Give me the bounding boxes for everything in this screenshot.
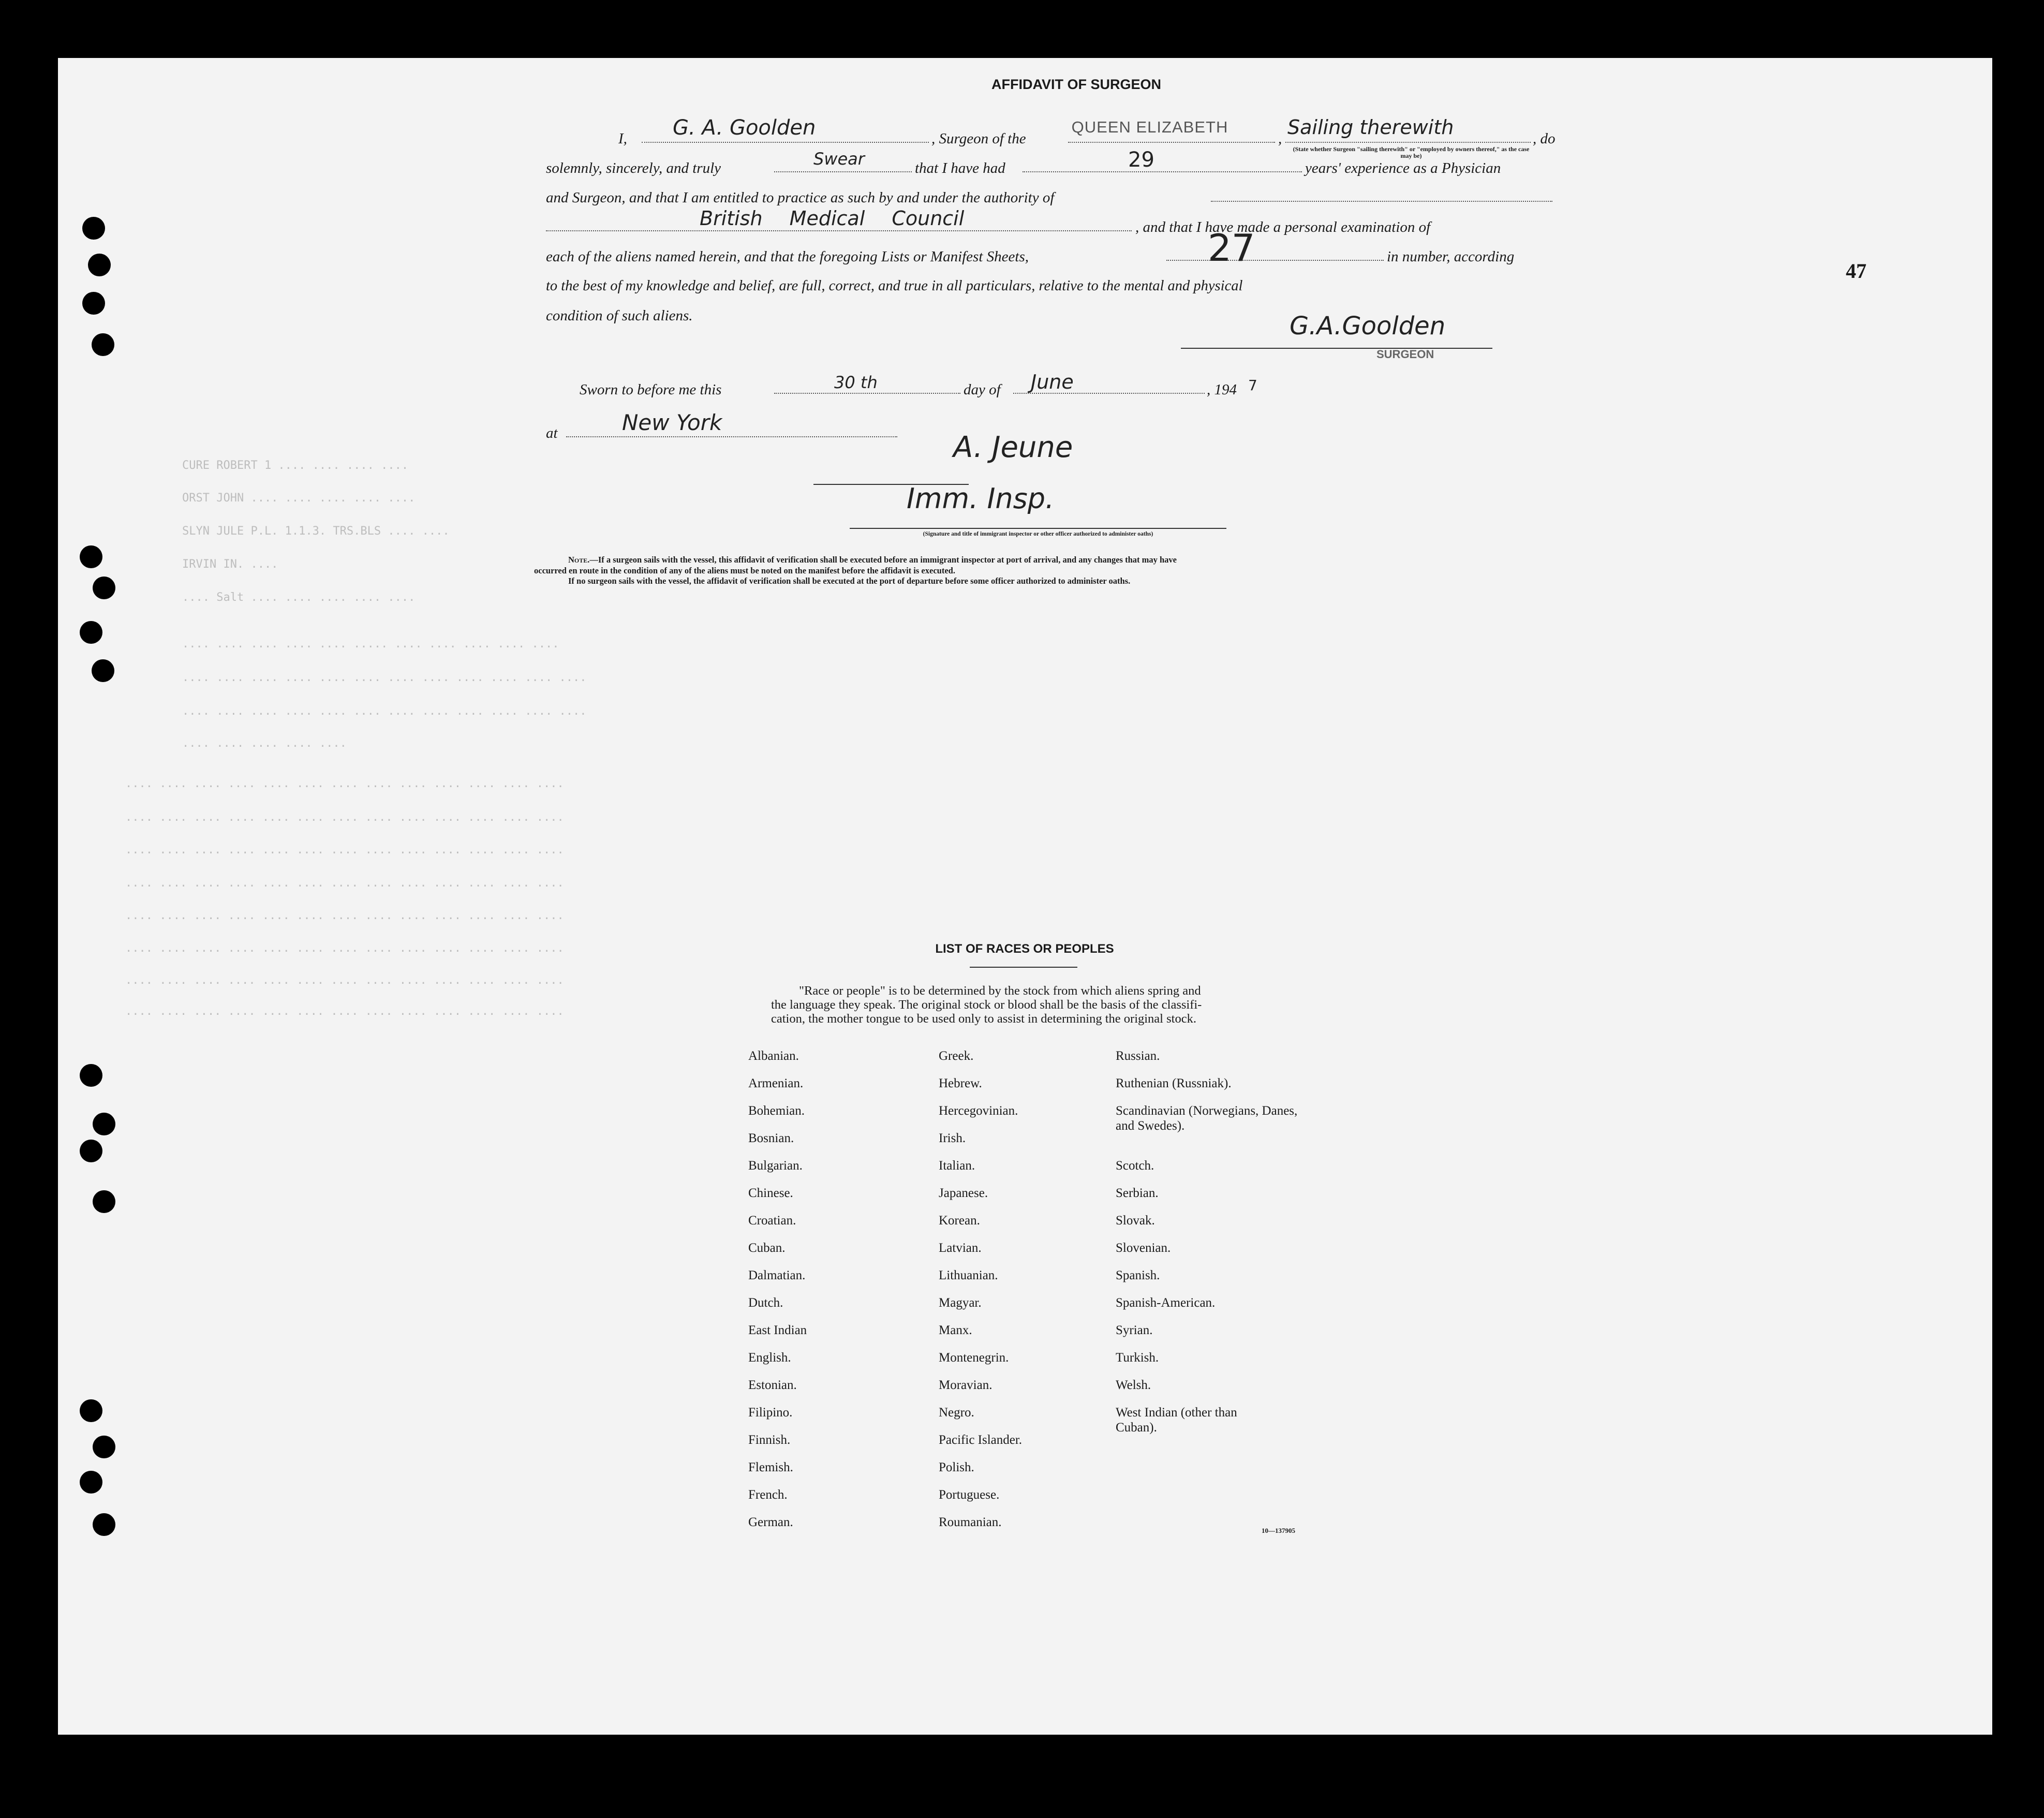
race-item: Greek. (939, 1049, 974, 1063)
vessel-name-line (1068, 142, 1275, 143)
race-item: Lithuanian. (939, 1268, 998, 1282)
punch-hole (93, 577, 115, 599)
sailing-line (1285, 142, 1531, 143)
affidavit-note (534, 555, 1559, 587)
races-title-rule (970, 967, 1077, 968)
punch-hole (93, 1436, 115, 1458)
race-item: Bosnian. (748, 1131, 794, 1145)
surgeon-signature-line (1181, 348, 1492, 349)
punch-hole (82, 217, 105, 240)
surgeon-stamp: SURGEON (1376, 348, 1434, 361)
race-item: Moravian. (939, 1378, 993, 1392)
race-item: Japanese. (939, 1186, 988, 1200)
race-item: Welsh. (1116, 1378, 1151, 1392)
race-item: Finnish. (748, 1433, 791, 1447)
sworn-month: June (1031, 371, 1074, 393)
race-item: Chinese. (748, 1186, 793, 1200)
affidavit-line-7: condition of such aliens. (546, 307, 693, 324)
sailing-status: Sailing therewith (1287, 116, 1454, 139)
punch-hole (80, 1399, 102, 1422)
vessel-name-stamp: QUEEN ELIZABETH (1071, 118, 1228, 136)
race-item: Hercegovinian. (939, 1104, 1018, 1118)
sworn-at: at (546, 425, 558, 441)
surgeon-name-line (642, 142, 929, 143)
authority-line (546, 230, 1132, 231)
punch-hole (80, 1471, 102, 1494)
officer-signature-2: Imm. Insp. (907, 482, 1055, 515)
race-item: Scotch. (1116, 1159, 1154, 1173)
race-item: Flemish. (748, 1460, 793, 1474)
sworn-place: New York (622, 410, 722, 435)
race-item: Armenian. (748, 1076, 804, 1090)
place-line (566, 436, 897, 437)
sheets-line (1166, 260, 1384, 261)
punch-hole (80, 621, 102, 644)
race-item: Spanish. (1116, 1268, 1160, 1282)
page-number: 47 (1846, 259, 1867, 283)
document-page: CURE ROBERT 1 .... .... .... .... ORST JOHN .... .... .... .... .... SLYN JULE P.L. 1.1.3. TRS.BLS .... .... IRVIN IN. .... .... Salt .... .... .... .... .... .... .... .... .... .... ..... .... .... .... .... .... .... .... .... .... .... .... .... .... .... .... .... .... .... .... .... .... .... .... .... .... .... .... .... .... .... .... .... .... .... .... .... .... .... .... .... .... .... .... .... .... .... .... .... .... .... .... .... .... .... .... .... .... .... .... .... .... .... .... .... .... .... .... .... .... .... .... .... .... .... .... .... .... .... .... .... .... .... .... .... .... .... .... .... .... .... .... .... .... .... .... .... .... .... .... .... .... .... .... .... .... .... .... .... .... .... .... .... .... .... .... .... .... .... .... .... .... .... .... .... .... .... .... .... .... .... .... .... .... .... .... .... .... .... 47 AFFIDAVIT OF SURGEON I, G. A. Goolden , Surgeon of the QUEEN ELIZABETH , Sailing therewith , do (State whether Surgeon "sailing therewith" or "employed by owners thereof," as the case may be) solemnly, sincerely, and truly Swear that I have had 29 years' experience as a Physician and Surgeon, and that I am entitled to practice as such by and under the authority of British Medical Council , and that I have made a personal examination of each of the aliens named herein, and that the foregoing Lists or Manifest Sheets, 27 in number, according to the best of my knowledge and belief, are full, correct, and true in all particulars, relative to the mental and physical condition of such aliens. G.A.Goolden SURGEON Sworn to before me this 30 th day of June , 194 7 at New York A. Jeune Imm. Insp. (Signature and title of immigrant inspector or other officer authorized to administer oaths) Note.—If a surgeon sails with the vessel, this affidavit of verification shall be executed before an immigrant inspector at port of arrival, and any changes that may have occurred en route in the condition of any of the aliens must be noted on the manifest before the affidavit is executed. If no surgeon sails with the vessel, the affidavit of verification shall be executed at the port of departure before some officer authorized to administer oaths. LIST OF RACES OR PEOPLES "Race or people" is to be determined by the stock from which aliens spring and the language they speak. The original stock or blood shall be the basis of the classifi- cation, the mother tongue to be used only to assist in determining the original stock. Albanian. Armenian. Bohemian. Bosnian. Bulgarian. Chinese. Croatian. Cuban. Dalmatian. Dutch. East Indian English. Estonian. Filipino. Finnish. Flemish. French. German. Greek. Hebrew. Hercegovinian. Irish. Italian. Japanese. Korean. Latvian. Lithuanian. Magyar. Manx. Montenegrin. Moravian. Negro. Pacific Islander. Polish. Portuguese. Roumanian. Russian. Ruthenian (Russniak). Scandinavian (Norwegians, Danes, and Swedes). Scotch. Serbian. Slovak. Slovenian. Spanish. Spanish-American. Syrian. Turkish. Welsh. West Indian (other than Cuban). 10—137905 (58, 58, 1992, 1735)
race-item: Serbian. (1116, 1186, 1159, 1200)
race-item: Montenegrin. (939, 1351, 1009, 1365)
officer-signature-1: A. Jeune (953, 431, 1073, 464)
race-item: East Indian (748, 1323, 807, 1337)
race-item: Bohemian. (748, 1104, 805, 1118)
race-item: Negro. (939, 1406, 974, 1420)
punch-hole (80, 1064, 102, 1087)
punch-hole (82, 292, 105, 315)
races-intro (739, 984, 1360, 1026)
race-item: Dalmatian. (748, 1268, 806, 1282)
affidavit-line-2: solemnly, sincerely, and truly (546, 160, 721, 176)
punch-hole (93, 1113, 115, 1135)
affidavit-surgeon-of: , Surgeon of the (931, 130, 1026, 147)
sworn-day: 30 th (834, 373, 878, 392)
punch-hole (93, 1190, 115, 1213)
affidavit-line-5-tail: in number, according (1387, 248, 1515, 265)
affidavit-comma: , (1278, 130, 1282, 147)
surgeon-name: G. A. Goolden (673, 116, 816, 140)
note-lead: Note. (568, 555, 590, 565)
race-item: English. (748, 1351, 791, 1365)
surgeon-signature: G.A.Goolden (1290, 312, 1446, 341)
officer-caption: (Signature and title of immigrant inspector or other officer authorized to administer oaths) (923, 531, 1153, 537)
race-item: Manx. (939, 1323, 972, 1337)
affidavit-line-3: and Surgeon, and that I am entitled to practice as such by and under the authority of (546, 189, 1055, 206)
race-item: Spanish-American. (1116, 1296, 1216, 1310)
sworn-year-prefix: , 194 (1207, 381, 1237, 398)
race-item: Hebrew. (939, 1076, 982, 1090)
race-item: Turkish. (1116, 1351, 1159, 1365)
race-item: French. (748, 1488, 788, 1502)
affidavit-line-4-tail: , and that I have made a personal examination of (1135, 219, 1431, 235)
races-title: LIST OF RACES OR PEOPLES (935, 942, 1114, 956)
oath-line (774, 171, 912, 172)
race-item: Portuguese. (939, 1488, 1000, 1502)
races-intro-3: cation, the mother tongue to be used only to assist in determining the original stock. (771, 1011, 1196, 1026)
race-item: Russian. (1116, 1049, 1160, 1063)
officer-signature-line (850, 528, 1226, 529)
race-item: Polish. (939, 1460, 974, 1474)
years-value: 29 (1128, 148, 1154, 172)
race-item: Syrian. (1116, 1323, 1153, 1337)
authority-value: British Medical Council (700, 207, 965, 230)
affidavit-had: that I have had (915, 160, 1005, 176)
races-intro-1: "Race or people" is to be determined by the stock from which aliens spring and (799, 984, 1201, 998)
race-item: Cuban. (748, 1241, 786, 1255)
race-item: Estonian. (748, 1378, 797, 1392)
race-item: Albanian. (748, 1049, 799, 1063)
race-item: Korean. (939, 1214, 980, 1228)
race-item: Croatian. (748, 1214, 796, 1228)
years-line (1023, 171, 1302, 172)
sworn-year-suffix: 7 (1248, 377, 1257, 394)
race-item: Irish. (939, 1131, 966, 1145)
punch-hole (93, 1513, 115, 1536)
punch-hole (80, 1140, 102, 1162)
note-line-1: —If a surgeon sails with the vessel, this affidavit of verification shall be executed before an immigrant inspector at port of arrival, and any changes that may have (589, 555, 1177, 565)
race-item: West Indian (other than Cuban). (1116, 1406, 1237, 1435)
race-item: Pacific Islander. (939, 1433, 1023, 1447)
race-item: Italian. (939, 1159, 975, 1173)
race-item: German. (748, 1515, 793, 1529)
affidavit-line-2-tail: years' experience as a Physician (1305, 160, 1501, 176)
race-item: Filipino. (748, 1406, 793, 1420)
race-item: Latvian. (939, 1241, 982, 1255)
races-intro-2: the language they speak. The original stock or blood shall be the basis of the classifi- (771, 997, 1202, 1012)
race-item: Roumanian. (939, 1515, 1002, 1529)
affidavit-do: , do (1533, 130, 1556, 147)
sworn-day-line (774, 393, 960, 394)
sailing-note: (State whether Surgeon "sailing therewith" or "employed by owners thereof," as the case may be) (1293, 145, 1530, 160)
race-item: Dutch. (748, 1296, 783, 1310)
race-item: Slovak. (1116, 1214, 1155, 1228)
race-item: Scandinavian (Norwegians, Danes, and Swedes). (1116, 1104, 1298, 1133)
punch-hole (92, 659, 114, 682)
sworn-day-of: day of (964, 381, 1001, 398)
race-item: Magyar. (939, 1296, 982, 1310)
sheets-count: 27 (1208, 226, 1255, 270)
sworn-text: Sworn to before me this (580, 381, 722, 398)
punch-hole (92, 333, 114, 356)
punch-hole (80, 545, 102, 568)
race-item: Slovenian. (1116, 1241, 1171, 1255)
race-item: Ruthenian (Russniak). (1116, 1076, 1232, 1090)
punch-hole (88, 254, 111, 276)
race-item: Bulgarian. (748, 1159, 803, 1173)
oath-word: Swear (813, 149, 865, 169)
note-line-3: If no surgeon sails with the vessel, the affidavit of verification shall be executed at the port of departure before some officer authorized to administer oaths. (568, 576, 1131, 586)
form-code: 10—137905 (1262, 1527, 1295, 1534)
affidavit-line-5: each of the aliens named herein, and that the foregoing Lists or Manifest Sheets, (546, 248, 1029, 265)
affidavit-title: AFFIDAVIT OF SURGEON (991, 77, 1161, 92)
note-line-2: occurred en route in the condition of any of the aliens must be noted on the manifest before the affidavit is executed. (534, 565, 955, 575)
affidavit-line-6: to the best of my knowledge and belief, are full, correct, and true in all particulars, relative to the mental and physical (546, 278, 1243, 294)
authority-line-top (1211, 201, 1552, 202)
affidavit-line-1-i: I, (618, 130, 627, 147)
